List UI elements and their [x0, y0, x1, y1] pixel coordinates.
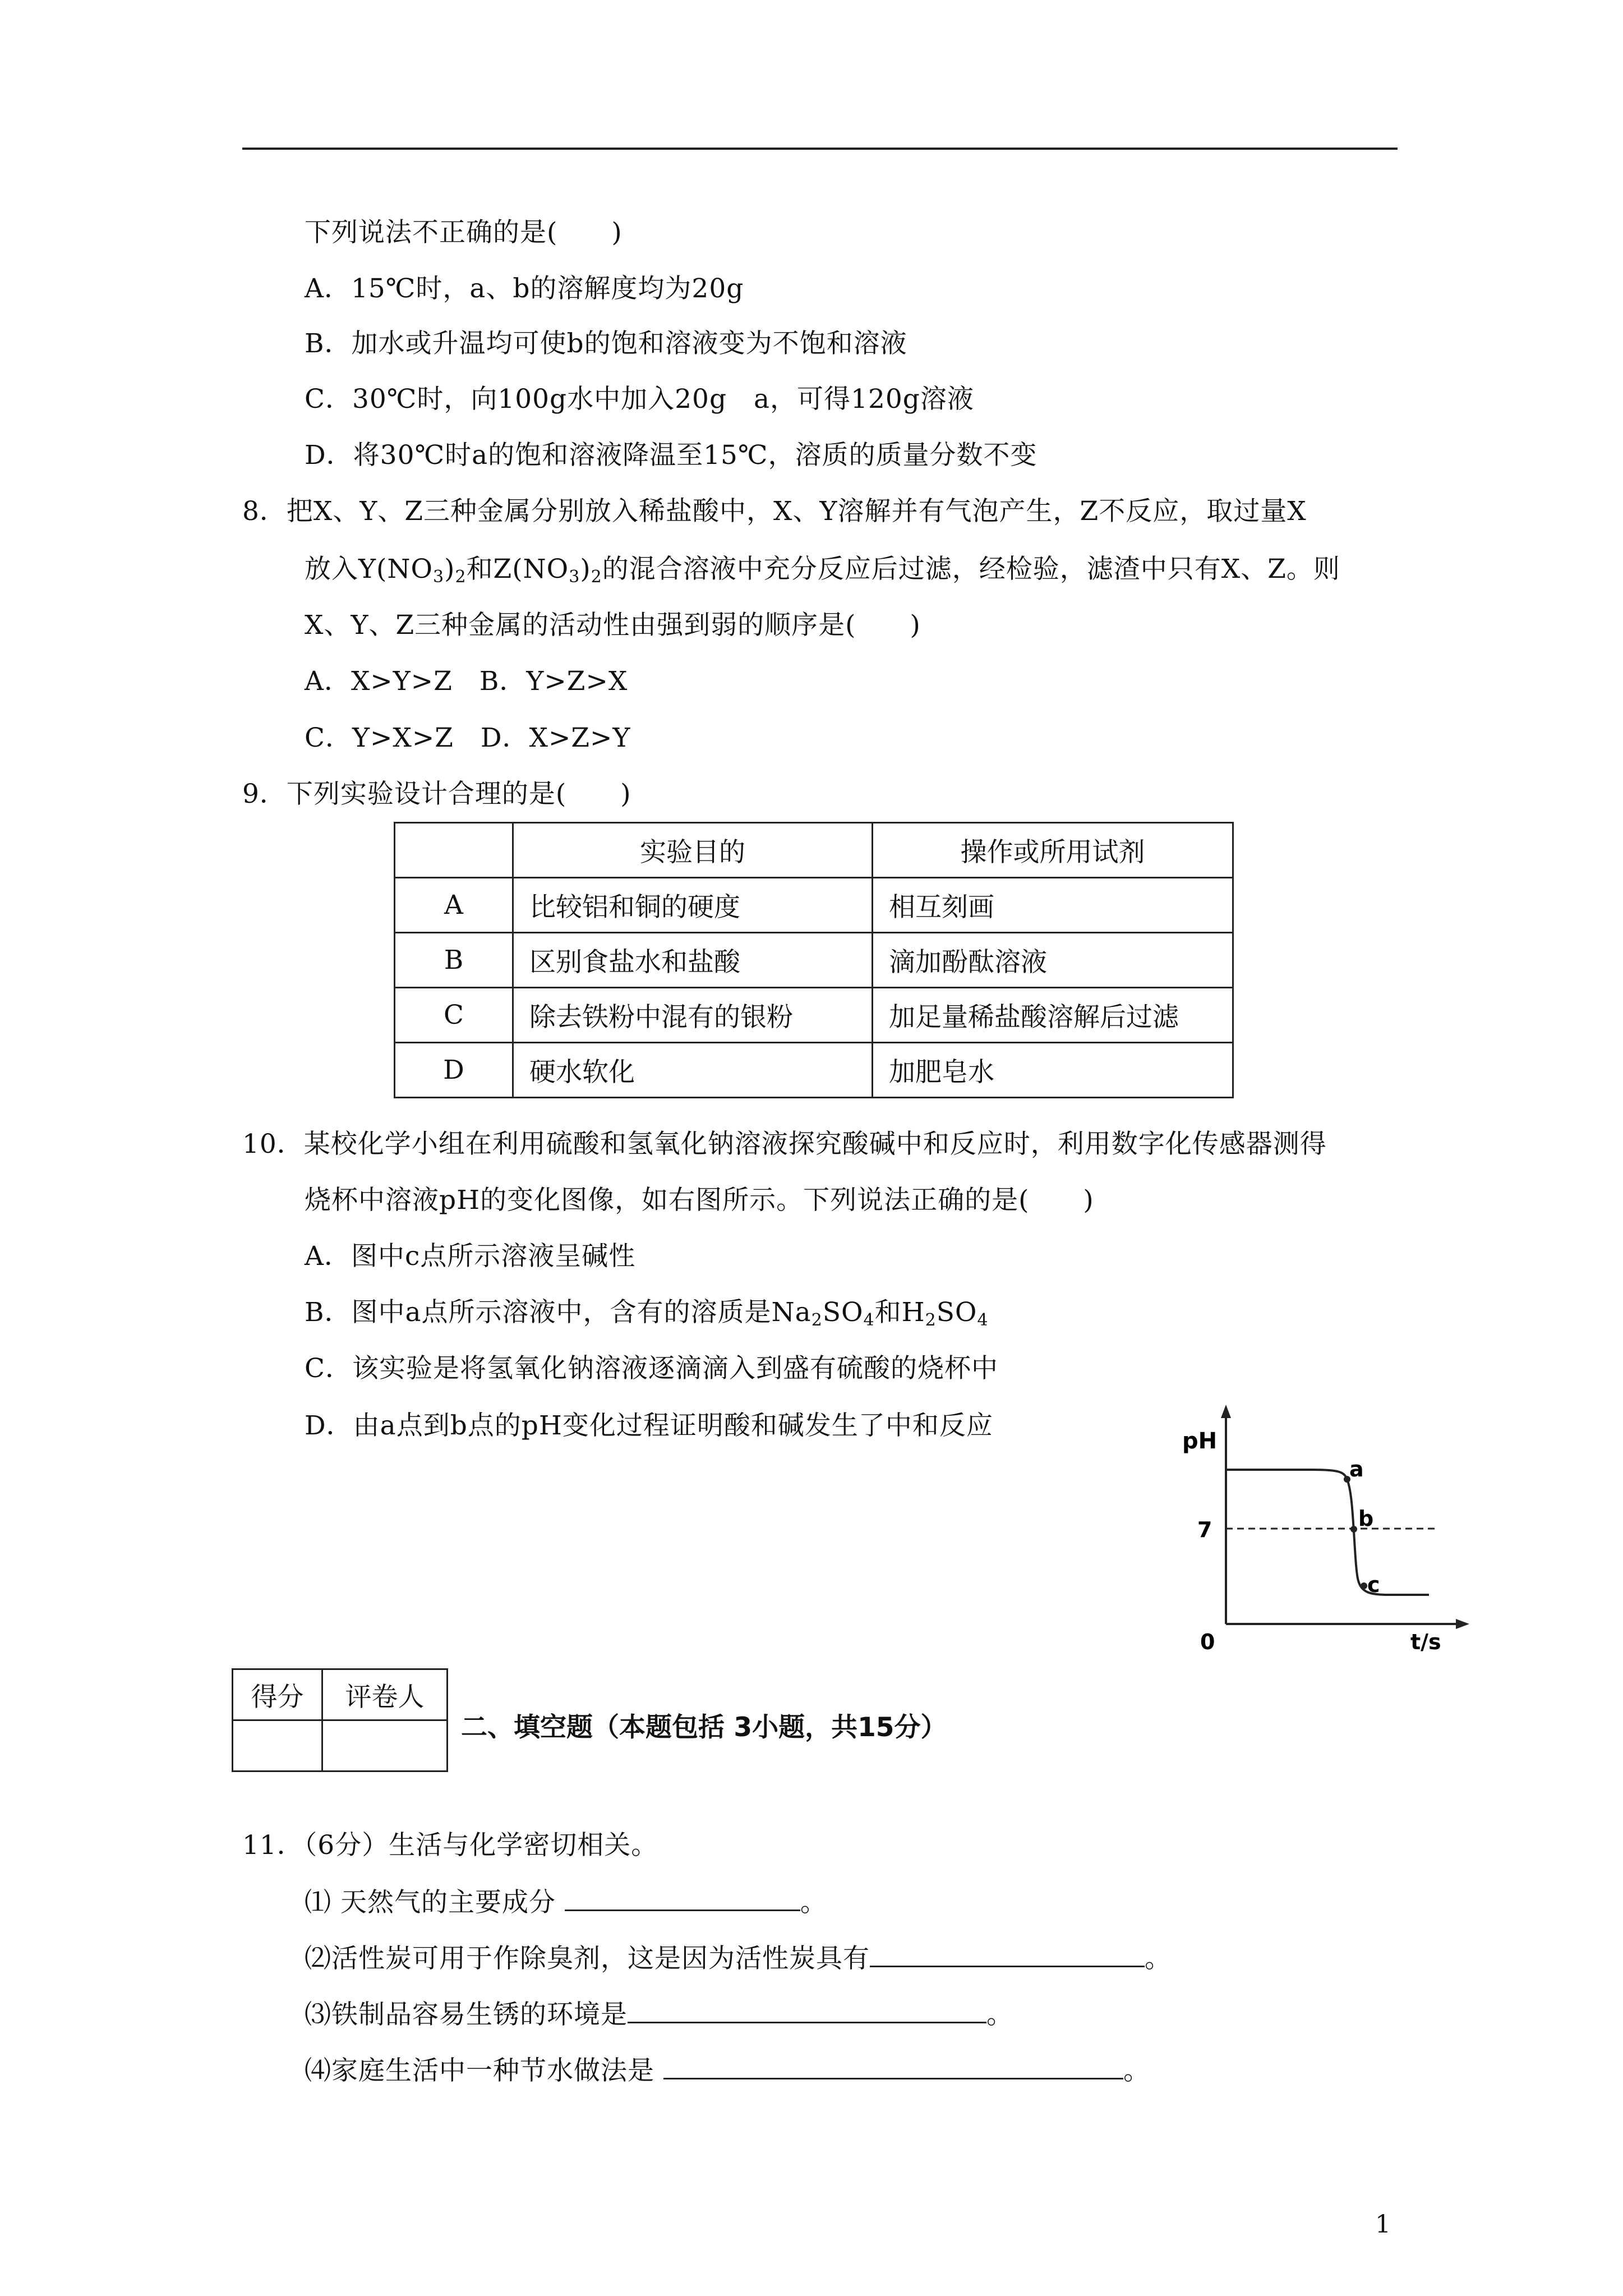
q10-line2: 烧杯中溶液pH的变化图像，如右图所示。下列说法正确的是( )	[305, 1185, 1094, 1216]
row-label: D	[395, 1043, 513, 1098]
row-purpose: 区别食盐水和盐酸	[513, 933, 873, 988]
row-method: 加肥皂水	[873, 1043, 1233, 1098]
table-row	[395, 933, 1233, 988]
table-row	[395, 1043, 1233, 1098]
q9-table	[394, 822, 1234, 1098]
point-b-marker	[1350, 1526, 1357, 1533]
q7-stem: 下列说法不正确的是( )	[305, 217, 623, 248]
point-a-label: a	[1349, 1457, 1364, 1481]
point-c-label: c	[1367, 1572, 1380, 1597]
q9-stem: 9．下列实验设计合理的是( )	[242, 779, 631, 809]
table-row	[395, 878, 1233, 933]
x-axis-arrow	[1456, 1619, 1469, 1629]
point-b-label: b	[1358, 1506, 1374, 1531]
grader-label: 评卷人	[322, 1669, 448, 1720]
y-axis-label: pH	[1182, 1428, 1218, 1454]
q11-part2: ⑵活性炭可用于作除臭剂，这是因为活性炭具有 。	[305, 1941, 1172, 1976]
q10-option-d: D．由a点到b点的pH变化过程证明酸和碱发生了中和反应	[305, 1410, 993, 1441]
q8-line1: 8．把X、Y、Z三种金属分别放入稀盐酸中，X、Y溶解并有气泡产生，Z不反应，取过量X	[242, 496, 1307, 527]
origin-label: 0	[1200, 1630, 1215, 1654]
score-cell	[233, 1720, 322, 1772]
score-box	[232, 1668, 448, 1772]
answer-blank[interactable]	[565, 1885, 800, 1911]
q11-part4: ⑷家庭生活中一种节水做法是 。	[305, 2053, 1150, 2088]
header-rule	[242, 148, 1398, 150]
row-label: C	[395, 988, 513, 1043]
page-number: 1	[1375, 2210, 1391, 2239]
q10-option-c: C．该实验是将氢氧化钠溶液逐滴滴入到盛有硫酸的烧杯中	[305, 1353, 998, 1384]
q10-option-b: B．图中a点所示溶液中，含有的溶质是$Na_2SO_4$和$H_2SO_4$	[305, 1297, 989, 1330]
q7-option-a: A．15℃时，a、b的溶解度均为20g	[305, 273, 744, 304]
ph-curve	[1226, 1470, 1429, 1595]
row-label: B	[395, 933, 513, 988]
section-title: 二、填空题（本题包括 3小题，共15分）	[461, 1712, 947, 1743]
q10-option-a: A．图中c点所示溶液呈碱性	[305, 1241, 636, 1272]
row-method: 加足量稀盐酸溶解后过滤	[873, 988, 1233, 1043]
row-method: 滴加酚酞溶液	[873, 933, 1233, 988]
row-purpose: 比较铝和铜的硬度	[513, 878, 873, 933]
table-header-cell	[395, 823, 513, 878]
x-axis-label: t/s	[1410, 1630, 1441, 1654]
table-header-cell: 实验目的	[513, 823, 873, 878]
ph-curve-graph	[1182, 1402, 1481, 1660]
q11-part1: ⑴ 天然气的主要成分 。	[305, 1885, 827, 1920]
score-label: 得分	[233, 1669, 322, 1720]
q8-options-ab: A．X>Y>Z B．Y>Z>X	[305, 666, 628, 697]
q7-option-b: B．加水或升温均可使b的饱和溶液变为不饱和溶液	[305, 328, 907, 359]
q8-line3: X、Y、Z三种金属的活动性由强到弱的顺序是( )	[305, 610, 921, 641]
row-purpose: 除去铁粉中混有的银粉	[513, 988, 873, 1043]
q8-options-cd: C．Y>X>Z D．X>Z>Y	[305, 723, 631, 753]
grader-cell	[322, 1720, 448, 1772]
q10-line1: 10．某校化学小组在利用硫酸和氢氧化钠溶液探究酸碱中和反应时，利用数字化传感器测得	[242, 1129, 1327, 1159]
q8-line2: 放入$Y(NO_3)_2$和$Z(NO_3)_2$的混合溶液中充分反应后过滤，经检验，滤渣中只有X、Z。则	[305, 554, 1340, 587]
row-label: A	[395, 878, 513, 933]
answer-blank[interactable]	[663, 2053, 1123, 2079]
answer-blank[interactable]	[628, 1997, 986, 2023]
y-axis-arrow	[1221, 1405, 1231, 1418]
table-header-row	[395, 823, 1233, 878]
row-purpose: 硬水软化	[513, 1043, 873, 1098]
table-header-cell: 操作或所用试剂	[873, 823, 1233, 878]
q7-option-c: C．30℃时，向100g水中加入20g a，可得120g溶液	[305, 384, 974, 415]
point-c-marker	[1361, 1582, 1367, 1589]
q11-part3: ⑶铁制品容易生锈的环境是 。	[305, 1997, 1013, 2032]
ph7-label: 7	[1197, 1517, 1212, 1542]
table-row	[395, 988, 1233, 1043]
q7-option-d: D．将30℃时a的饱和溶液降温至15℃，溶质的质量分数不变	[305, 440, 1038, 471]
row-method: 相互刻画	[873, 878, 1233, 933]
q11-stem: 11．（6分）生活与化学密切相关。	[242, 1830, 658, 1861]
answer-blank[interactable]	[870, 1941, 1145, 1967]
